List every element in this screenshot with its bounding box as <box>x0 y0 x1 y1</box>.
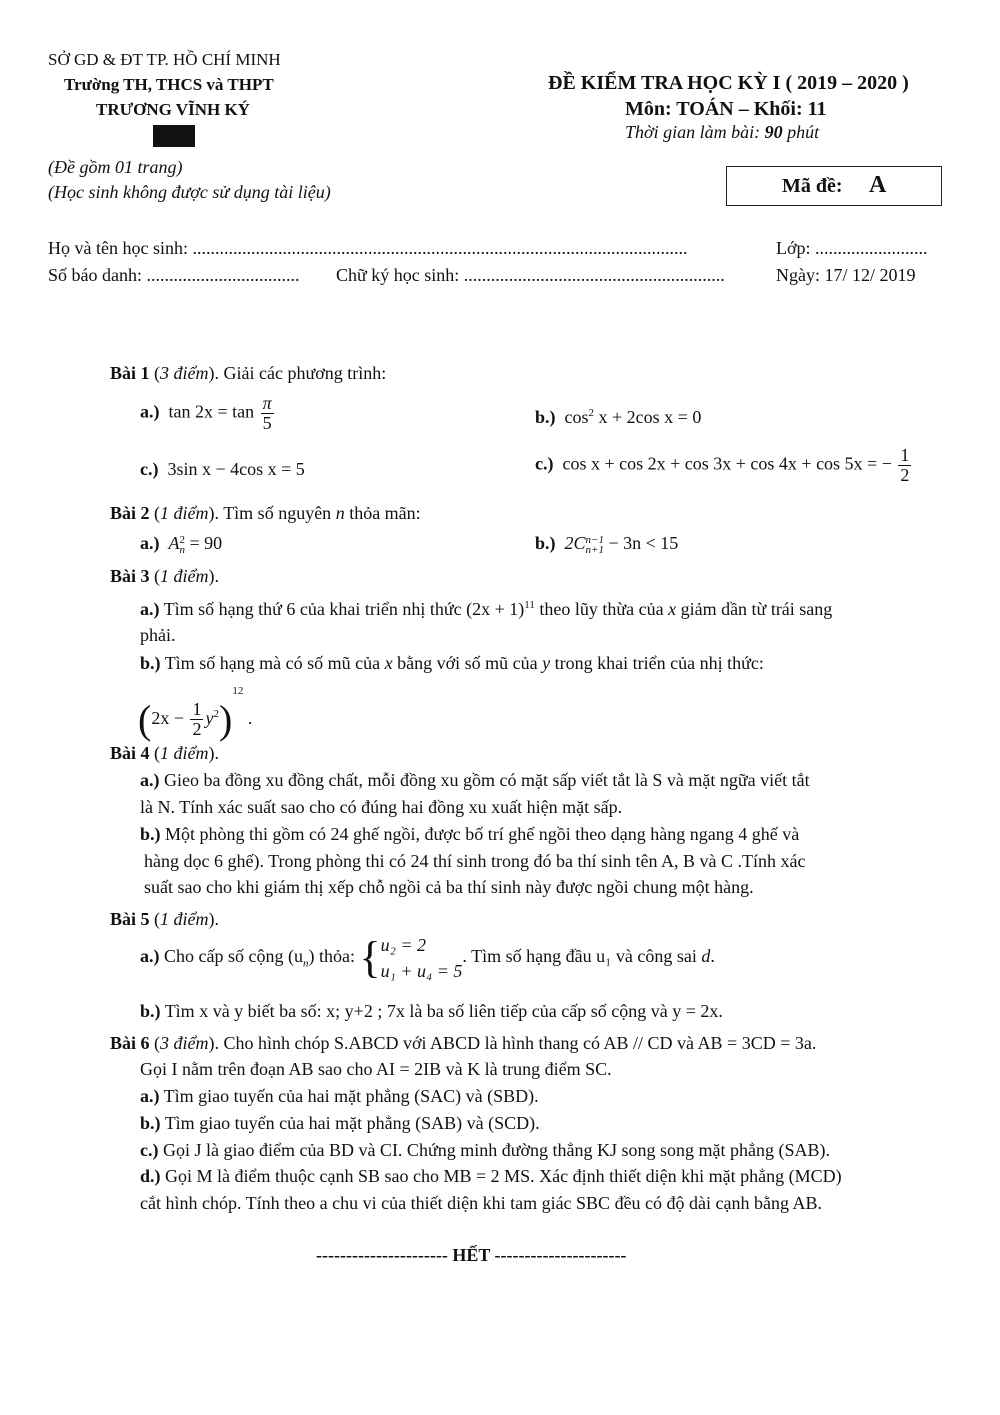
bai4-item-b: b.) Một phòng thi gồm có 24 ghế ngồi, được bố trí ghế ngồi theo dạng hàng ngang 4 ghế và <box>140 824 800 844</box>
bai4-item-a: a.) Gieo ba đồng xu đồng chất, mỗi đồng xu gồm có mặt sấp viết tắt là S và mặt ngữa viết tắt <box>140 770 810 790</box>
bai6-item-b: b.) Tìm giao tuyến của hai mặt phẳng (SAB) và (SCD). <box>140 1113 540 1133</box>
bai5-heading: Bài 5 (1 điểm). <box>110 909 220 929</box>
bai4-heading: Bài 4 (1 điểm). <box>110 743 220 763</box>
bai1-item-b: b.) $\cos^2 x + 2\cos$ x = 0 <box>535 407 702 427</box>
bai4-item-a-cont: là N. Tính xác suất sao cho có đúng hai đồng xu xuất hiện mặt sấp. <box>140 797 623 817</box>
department-name: SỞ GD & ĐT TP. HỒ CHÍ MINH <box>48 50 281 69</box>
bai1-item-d: c.) cos x + cos 2x + cos 3x + cos 4x + cos 5x = − $\frac{1}{2}$ <box>535 445 910 485</box>
bai3-heading: Bài 3 (1 điểm). <box>110 566 220 586</box>
bai2-item-a: a.) A 2 n = 90 <box>140 533 223 556</box>
bai1-heading: Bài 1 (3 điểm). Giải các phương trình: <box>110 363 387 383</box>
exam-code-label: Mã đề: <box>782 175 843 197</box>
bai1-item-a: a.) tan 2x = tan $\frac{\pi}{5}$ <box>140 393 272 433</box>
subject-line: Môn: TOÁN – Khối: 11 <box>625 98 827 120</box>
bai5-item-a: a.) Cho cấp số cộng $(u_n)$ thỏa: { u₂ = 2 u₁ + u₄ = 5 . Tìm số hạng đầu u₁ và công sai d. <box>140 933 715 982</box>
bai1-item-c: c.) 3sin x − 4cos x = 5 <box>140 459 305 479</box>
bai3-binomial-expression: (2x − $\frac{1}{2}$ $y^2)^{12}$ . <box>138 685 253 742</box>
bai2-heading: Bài 2 (1 điểm). Tìm số nguyên n thỏa mãn: <box>110 503 421 523</box>
bai4-item-b-cont2: suất sao cho khi giám thị xếp chỗ ngồi cả ba thí sinh này được ngồi chung một hàng. <box>144 877 754 897</box>
bai3-item-a-cont: phải. <box>140 625 176 645</box>
end-marker: ---------------------- HẾT ---------------------- <box>316 1245 627 1265</box>
bai6-heading: Bài 6 (3 điểm). Cho hình chóp S.ABCD với ABCD là hình thang có AB // CD và AB = 3CD = 3a. <box>110 1033 817 1053</box>
bai2-item-b: b.) 2C n−1 n+1 − 3n < 15 <box>535 533 679 556</box>
no-documents-note: (Học sinh không được sử dụng tài liệu) <box>48 182 331 202</box>
pages-note: (Đề gồm 01 trang) <box>48 157 183 177</box>
bai6-item-c: c.) Gọi J là giao điểm của BD và CI. Chứng minh đường thẳng KJ song song mặt phẳng (SAB). <box>140 1140 830 1160</box>
school-logo <box>153 125 195 147</box>
bai4-item-b-cont1: hàng dọc 6 ghế). Trong phòng thi có 24 thí sinh trong đó ba thí sinh tên A, B và C .Tính xác <box>144 851 806 871</box>
signature-field: Chữ ký học sinh: .......................................................... <box>336 265 725 285</box>
student-name-field: Họ và tên học sinh: .............................................................................................................. <box>48 238 688 258</box>
time-limit: Thời gian làm bài: 90 phút <box>625 122 820 142</box>
bai3-item-b: b.) Tìm số hạng mà có số mũ của x bằng với số mũ của y trong khai triển của nhị thức: <box>140 653 764 673</box>
exam-code-value: A <box>869 172 887 198</box>
date-field: Ngày: 17/ 12/ 2019 <box>776 265 916 285</box>
exam-code-box <box>726 166 942 206</box>
bai3-item-a: a.) Tìm số hạng thứ 6 của khai triển nhị thức $(2x + 1)^{11}$ theo lũy thừa của x giảm dần từ trái sang <box>140 599 833 619</box>
school-name-line1: Trường TH, THCS và THPT <box>64 75 274 94</box>
student-id-field: Số báo danh: .................................. <box>48 265 300 285</box>
bai5-item-b: b.) Tìm x và y biết ba số: x; y+2 ; 7x là ba số liên tiếp của cấp số cộng và y = 2x. <box>140 1001 723 1021</box>
bai6-item-a: a.) Tìm giao tuyến của hai mặt phẳng (SAC) và (SBD). <box>140 1086 539 1106</box>
class-field: Lớp: ......................... <box>776 238 928 258</box>
exam-title: ĐỀ KIỂM TRA HỌC KỲ I ( 2019 – 2020 ) <box>548 72 909 94</box>
bai6-item-d: d.) Gọi M là điểm thuộc cạnh SB sao cho MB = 2 MS. Xác định thiết diện khi mặt phẳng (MCD) <box>140 1166 842 1186</box>
bai6-intro: Gọi I nằm trên đoạn AB sao cho AI = 2IB và K là trung điểm SC. <box>140 1059 612 1079</box>
bai6-item-d-cont: cắt hình chóp. Tính theo a chu vi của thiết diện khi tam giác SBC đều có độ dài cạnh bằng AB. <box>140 1193 823 1213</box>
school-name-line2: TRƯƠNG VĨNH KÝ <box>96 100 250 119</box>
